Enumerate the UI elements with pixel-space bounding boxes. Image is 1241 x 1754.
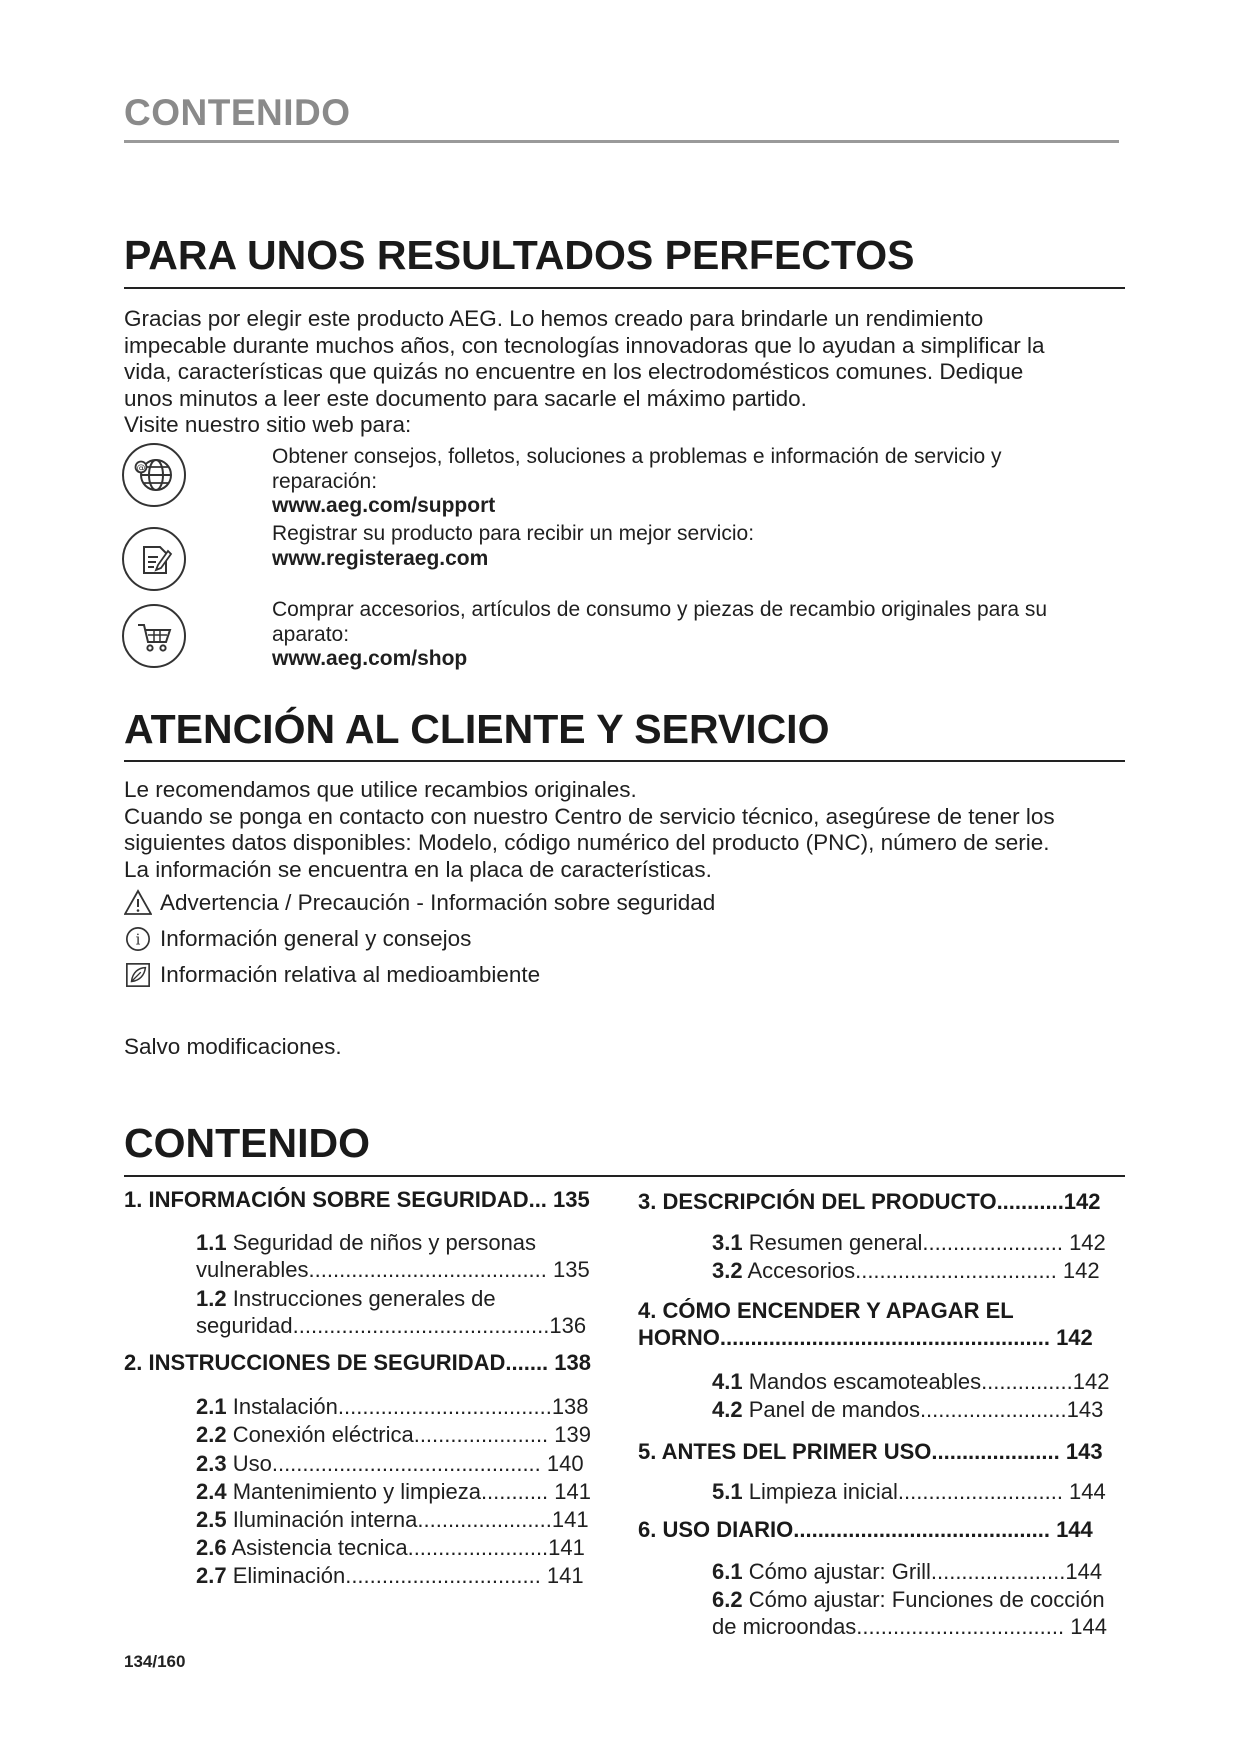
toc-item-2-4[interactable]: 2.4 Mantenimiento y limpieza........... 141 [196, 1479, 591, 1504]
register-icon [122, 527, 186, 591]
toc-section-2[interactable]: 2. INSTRUCCIONES DE SEGURIDAD....... 138 [124, 1350, 591, 1375]
service-paragraph: Le recomendamos que utilice recambios originales. Cuando se ponga en contacto con nuestro Centro de servicio técnico, asegúrese de tener los siguientes datos disponibles: Modelo, código numérico del producto (PNC), número de serie. La información se encuentra en la placa de características. [124, 777, 1055, 882]
shop-link-block: Comprar accesorios, artículos de consumo y piezas de recambio originales para su aparato: www.aeg.com/shop [272, 598, 1048, 670]
intro-line: unos minutos a leer este documento para sacarle el máximo partido. [124, 385, 807, 411]
legend-info: i Información general y consejos [124, 925, 471, 953]
toc-section-6[interactable]: 6. USO DIARIO.......................................... 144 [638, 1517, 1093, 1542]
globe-icon [122, 443, 186, 507]
header-title: CONTENIDO [124, 92, 351, 133]
legend-warning: Advertencia / Precaución - Información sobre seguridad [124, 889, 715, 917]
svg-text:i: i [135, 930, 141, 949]
toc-item-4-2[interactable]: 4.2 Panel de mandos........................143 [712, 1397, 1104, 1422]
shop-url-link[interactable]: www.aeg.com/shop [272, 647, 468, 670]
toc-item-1-1[interactable]: 1.1 Seguridad de niños y personas vulnerables....................................... 135 [196, 1230, 590, 1282]
toc-item-2-5[interactable]: 2.5 Iluminación interna......................141 [196, 1507, 589, 1532]
intro-line: impecable durante muchos años, con tecnologías innovadoras que lo ayudan a simplificar la [124, 332, 1045, 358]
toc-item-2-7[interactable]: 2.7 Eliminación................................ 141 [196, 1563, 584, 1588]
cart-icon [122, 604, 186, 668]
toc-item-6-1[interactable]: 6.1 Cómo ajustar: Grill......................144 [712, 1559, 1103, 1584]
support-url-link[interactable]: www.aeg.com/support [272, 494, 496, 517]
info-icon [124, 925, 152, 953]
toc-item-2-3[interactable]: 2.3 Uso............................................ 140 [196, 1451, 584, 1476]
support-link-block: Obtener consejos, folletos, soluciones a problemas e información de servicio y reparación: www.aeg.com/support [272, 445, 1002, 517]
register-link-block: Registrar su producto para recibir un mejor servicio: www.registeraeg.com [272, 522, 755, 570]
toc-item-6-2[interactable]: 6.2 Cómo ajustar: Funciones de cocción de microondas.................................. 144 [712, 1587, 1107, 1639]
intro-line: vida, características que quizás no encuentre en los electrodomésticos comunes. Dedique [124, 359, 1024, 384]
toc-item-3-2[interactable]: 3.2 Accesorios................................. 142 [712, 1258, 1100, 1283]
intro-paragraph [124, 306, 1114, 439]
toc-item-4-1[interactable]: 4.1 Mandos escamoteables...............142 [712, 1369, 1110, 1394]
section-title-results: PARA UNOS RESULTADOS PERFECTOS [124, 232, 915, 278]
toc-item-1-2[interactable]: 1.2 Instrucciones generales de seguridad..........................................136 [196, 1286, 587, 1338]
toc-title: CONTENIDO [124, 1120, 370, 1166]
toc-section-1[interactable]: 1. INFORMACIÓN SOBRE SEGURIDAD... 135 [124, 1187, 590, 1212]
toc-section-3[interactable]: 3. DESCRIPCIÓN DEL PRODUCTO...........142 [638, 1189, 1101, 1214]
legend-environment: Información relativa al medioambiente [124, 961, 540, 989]
section-rule [124, 1175, 1125, 1177]
toc-item-2-1[interactable]: 2.1 Instalación...................................138 [196, 1394, 589, 1419]
toc-section-5[interactable]: 5. ANTES DEL PRIMER USO..................... 143 [638, 1439, 1103, 1464]
toc-item-5-1[interactable]: 5.1 Limpieza inicial........................... 144 [712, 1479, 1106, 1504]
intro-line: Gracias por elegir este producto AEG. Lo hemos creado para brindarle un rendimiento [124, 306, 984, 331]
page-number: 134/160 [124, 1652, 186, 1671]
toc-item-3-1[interactable]: 3.1 Resumen general....................... 142 [712, 1230, 1106, 1255]
section-title-service: ATENCIÓN AL CLIENTE Y SERVICIO [124, 706, 830, 752]
toc-item-2-6[interactable]: 2.6 Asistencia tecnica.......................141 [196, 1535, 585, 1560]
visit-line: Visite nuestro sitio web para: [124, 412, 412, 437]
modifications-note: Salvo modificaciones. [124, 1034, 342, 1059]
toc-item-2-2[interactable]: 2.2 Conexión eléctrica...................... 139 [196, 1422, 591, 1447]
toc-section-4[interactable]: 4. CÓMO ENCENDER Y APAGAR EL HORNO...................................................... 142 [638, 1298, 1093, 1350]
section-rule [124, 287, 1125, 289]
leaf-icon [124, 961, 152, 989]
section-rule [124, 760, 1125, 762]
header-rule [124, 140, 1119, 143]
svg-text:@: @ [136, 463, 146, 474]
register-url-link[interactable]: www.registeraeg.com [272, 546, 489, 570]
warning-icon [124, 889, 152, 917]
